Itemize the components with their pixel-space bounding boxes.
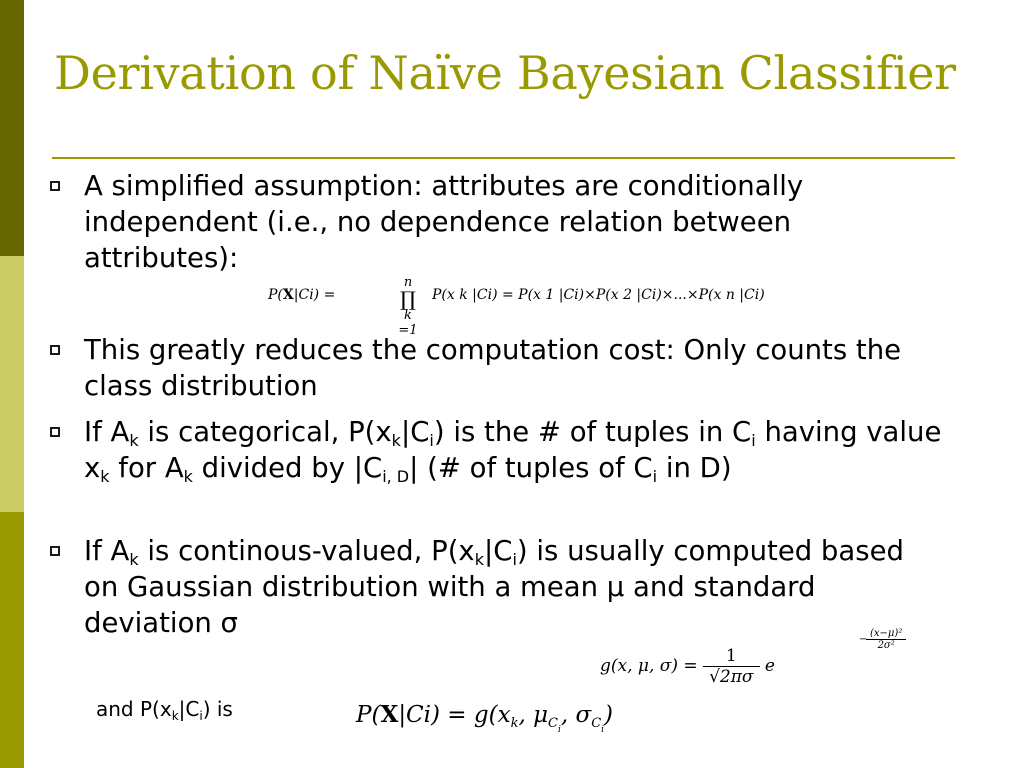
bullet-marker-1: [50, 181, 60, 191]
bullet-marker-3: [50, 427, 60, 437]
product-operator: n ∏ k =1: [398, 275, 418, 338]
left-accent-band-light: [0, 256, 24, 512]
bottom-label: and $P(x_k|C_i)$ is: [96, 697, 233, 723]
formula-conditional-gaussian: $P(X|Ci) = g(x_k$, $\mu_{C_i}$, $\sigma_{C_i}$): [356, 701, 614, 735]
bullet-marker-2: [50, 345, 60, 355]
bullet-marker-4: [50, 546, 60, 556]
formula-independence-rhs: P(x k |Ci) = P(x 1 |Ci)×P(x 2 |Ci)×...×P(x n |Ci): [432, 287, 765, 303]
gaussian-exponent: − (x−μ)² 2σ²: [866, 628, 906, 651]
left-accent-band-dark: [0, 0, 24, 256]
bullet-text-4: If $A_k$ is continous-valued, $P(x_k|C_i)$ is usually computed based on Gaussian distribution with a mean μ and standard deviation σ: [84, 535, 904, 639]
bullet-text-1: A simplified assumption: attributes are conditionally independent (i.e., no dependence relation between attributes):: [84, 170, 804, 274]
bullet-text-3: If $A_k$ is categorical, $P(x_k|C_i)$ is the # of tuples in $C_i$ having value $x_k$ for $A_k$ divided by $|C_{i, D}|$ (# of tuples of $C_i$ in D): [84, 416, 942, 486]
left-accent-band-mid: [0, 512, 24, 768]
bullet-text-2: This greatly reduces the computation cost: Only counts the class distribution: [84, 334, 902, 402]
formula-independence: P(X|Ci) =: [268, 287, 336, 303]
title-underline: [52, 157, 955, 159]
formula-gaussian: g(x, μ, σ) = $\frac{1}{√2\pi\sigma}$ e: [600, 646, 775, 687]
slide-title: Derivation of Naïve Bayesian Classifier: [54, 46, 956, 100]
